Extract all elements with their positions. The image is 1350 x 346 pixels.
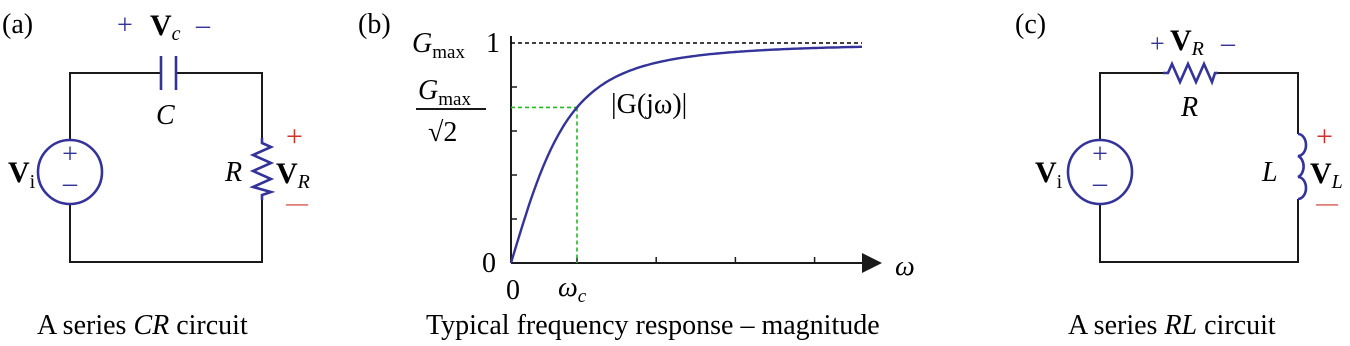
inductor-label: L [1262, 157, 1278, 188]
gmax-label: $G_{max}$ [412, 28, 465, 63]
source-minus-c: – [1093, 168, 1107, 199]
omega-c-label: $\omega_c$ [558, 272, 587, 307]
x-axis-label: ω [895, 251, 915, 282]
vr-plus-a: + [286, 120, 303, 153]
source-plus-c: + [1092, 139, 1108, 170]
vc-label: Vc [150, 9, 181, 45]
panel-c-tag: (c) [1015, 9, 1047, 40]
vr-minus-a: — [286, 190, 308, 215]
resistor-symbol-a [253, 138, 271, 200]
resistor-label-a: R [225, 157, 243, 188]
x-tick-zero: 0 [506, 275, 520, 306]
capacitor-symbol [161, 56, 176, 90]
vr-minus-c: – [1221, 28, 1235, 59]
vr-label-c: VR [1170, 24, 1204, 60]
fraction-numerator: $G_{max}$ [418, 75, 471, 110]
source-plus-a: + [62, 139, 78, 170]
y-tick-zero: 0 [482, 248, 496, 279]
panel-a-caption: A series CR circuit [37, 310, 248, 341]
panel-b [358, 9, 915, 341]
panel-a-tag: (a) [2, 9, 34, 40]
vl-minus: — [1316, 190, 1338, 215]
vc-minus: – [196, 10, 210, 41]
resistor-label-c: R [1181, 92, 1199, 123]
vc-plus: + [117, 10, 133, 41]
resistor-symbol-c [1163, 64, 1218, 82]
vi-label-c: $V_i$ [1035, 156, 1063, 193]
y-tick-one: 1 [486, 28, 500, 59]
vi-label-a: $V_i$ [8, 156, 36, 193]
fraction-denominator: √2 [428, 117, 458, 148]
capacitor-label: C [156, 100, 175, 131]
panel-b-tag: (b) [358, 9, 391, 40]
panel-a [2, 9, 310, 341]
inductor-symbol [1298, 134, 1306, 199]
panel-c-caption: A series RL circuit [1068, 310, 1276, 341]
voltage-source-c [1068, 139, 1132, 204]
vr-label-a: VR [276, 157, 310, 193]
curve-label: |G(jω)| [611, 89, 688, 120]
magnitude-curve [511, 47, 862, 263]
panel-c [1015, 9, 1343, 341]
vl-label: VL [1310, 157, 1343, 193]
vl-plus: + [1316, 120, 1333, 153]
frequency-response-chart [511, 36, 880, 263]
panel-b-caption: Typical frequency response – magnitude [426, 310, 880, 341]
voltage-source-a [38, 139, 102, 204]
source-minus-a: – [63, 168, 77, 199]
vr-plus-c: + [1150, 29, 1165, 58]
